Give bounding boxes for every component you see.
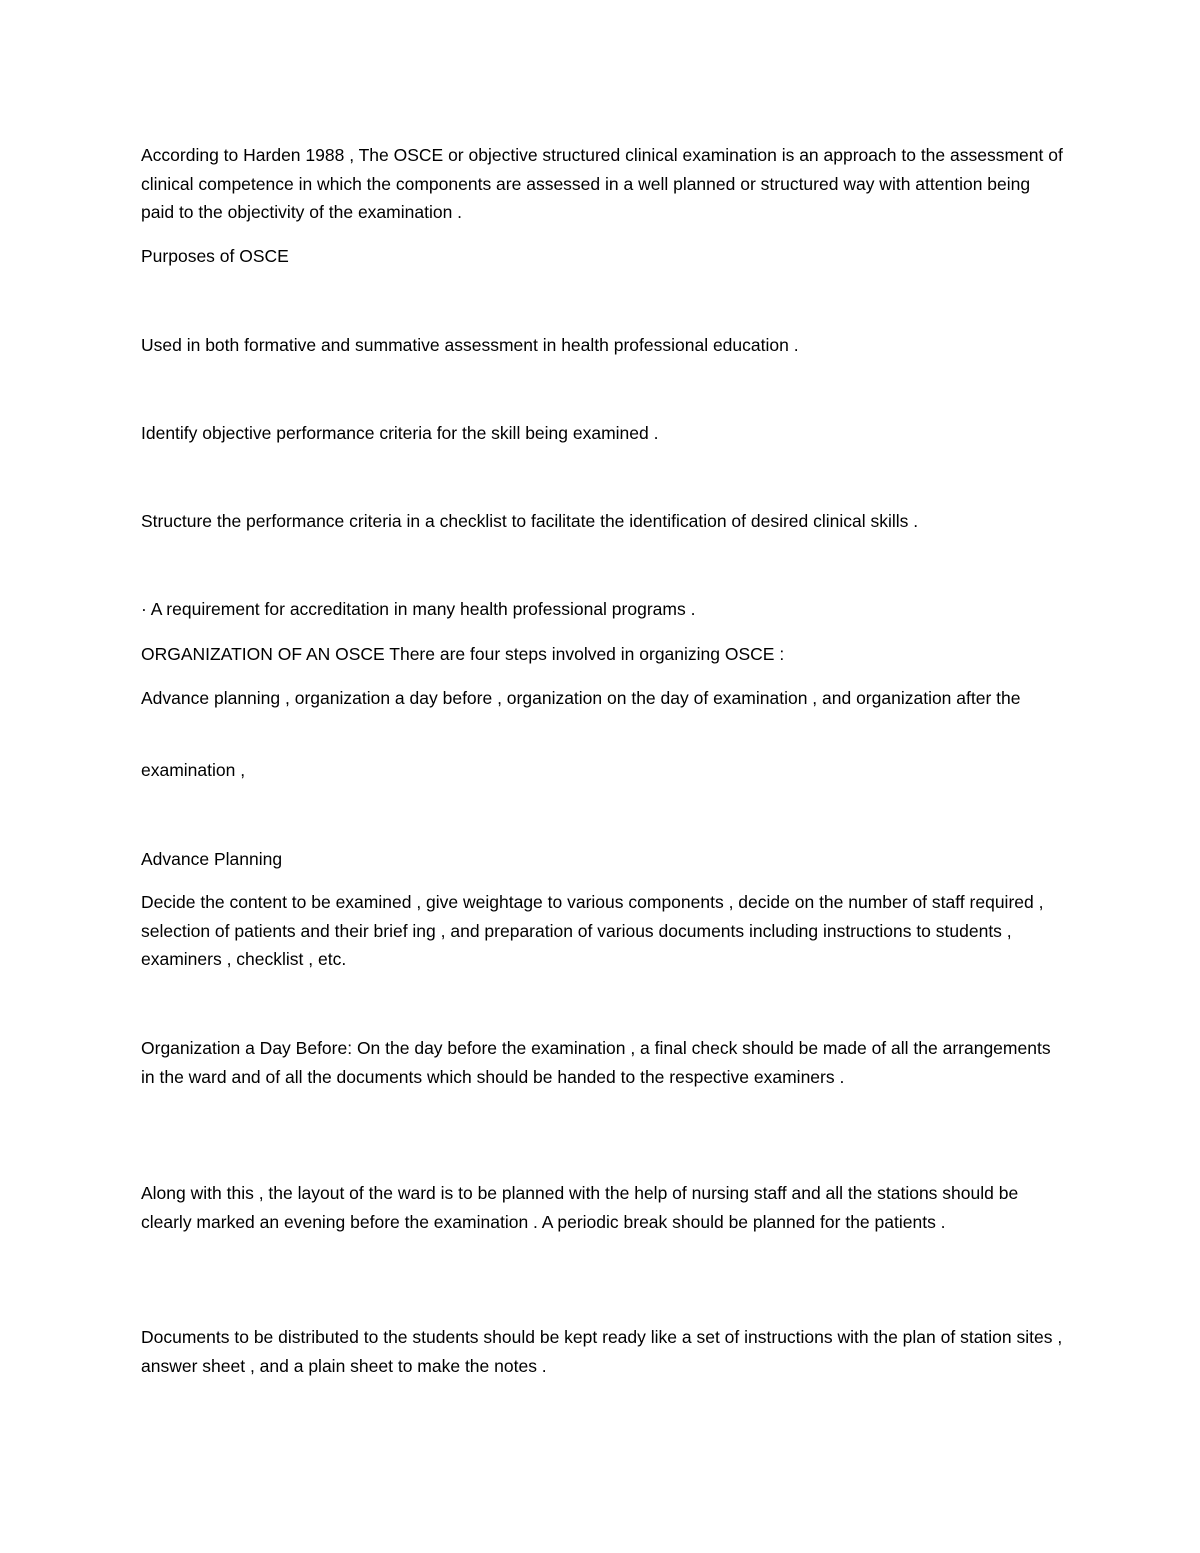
documents-paragraph: Documents to be distributed to the students should be kept ready like a set of instructions with the plan of station sites , answer sheet , and a plain sheet to make the notes . xyxy=(141,1327,1063,1376)
advance-planning-paragraph: Decide the content to be examined , give weightage to various components , decide on the number of staff required , selection of patients and their brief ing , and preparation of various documents including instructions to students , examiners , checklist , etc. xyxy=(141,892,1044,969)
purpose-item-accreditation: · A requirement for accreditation in many health professional programs . xyxy=(141,599,696,619)
purpose-item-assessment: Used in both formative and summative assessment in health professional education . xyxy=(141,335,799,355)
organization-steps-continued: examination , xyxy=(141,760,246,780)
purpose-item-checklist: Structure the performance criteria in a checklist to facilitate the identification of desired clinical skills . xyxy=(141,511,919,531)
purpose-item-criteria: Identify objective performance criteria for the skill being examined . xyxy=(141,423,659,443)
advance-planning-heading: Advance Planning xyxy=(141,849,283,869)
organization-heading: ORGANIZATION OF AN OSCE There are four steps involved in organizing OSCE : xyxy=(141,644,785,664)
day-before-paragraph: Organization a Day Before: On the day before the examination , a final check should be made of all the arrangements in the ward and of all the documents which should be handed to the respective examiners . xyxy=(141,1038,1051,1087)
organization-steps: Advance planning , organization a day before , organization on the day of examination , and organization after the xyxy=(141,688,1021,708)
intro-paragraph: According to Harden 1988 , The OSCE or objective structured clinical examination is an approach to the assessment of clinical competence in which the components are assessed in a well planned or structured way with attention being paid to the objectivity of the examination . xyxy=(141,145,1063,222)
ward-layout-paragraph: Along with this , the layout of the ward is to be planned with the help of nursing staff and all the stations should be clearly marked an evening before the examination . A periodic break should be planned for the patients . xyxy=(141,1183,1019,1232)
purposes-heading: Purposes of OSCE xyxy=(141,246,289,266)
